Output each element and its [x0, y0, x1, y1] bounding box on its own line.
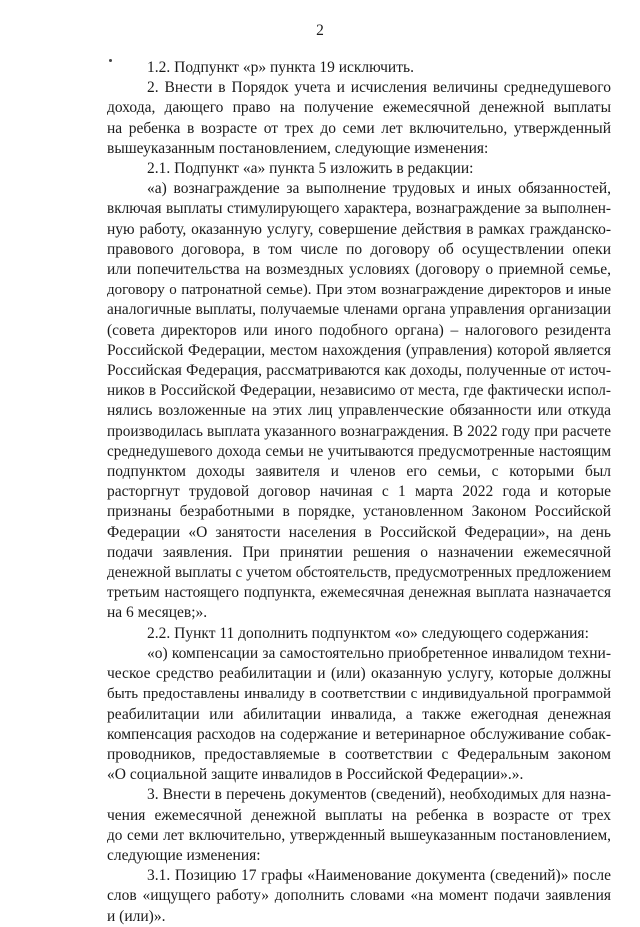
- paragraph-line: на ребенка в возрасте от трех до семи лет включительно, утвержденный: [107, 119, 611, 137]
- paragraph-line: 1.2. Подпункт «р» пункта 19 исключить.: [147, 59, 414, 76]
- paragraph-line: подачи заявления. При принятии решения о назначении ежемесячной: [107, 543, 611, 561]
- paragraph-line: Федерации «О занятости населения в Российской Федерации», на день: [107, 523, 611, 541]
- paragraph-line: ческое средство реабилитации и (или) оказанную услугу, которые должны: [107, 665, 611, 683]
- paragraph-line: ную работу, оказанную услугу, совершение действия в рамках гражданско-: [107, 220, 611, 238]
- paragraph-line: третьим настоящего подпункта, ежемесячная денежная выплата назначается: [107, 584, 611, 602]
- paragraph-line: 2. Внести в Порядок учета и исчисления величины среднедушевого: [147, 79, 611, 97]
- paragraph-line: (совета директоров или иного подобного органа) – налогового резидента: [107, 321, 611, 339]
- paragraph-line: договору о патронатной семье). При этом вознаграждение директоров и иные: [107, 282, 611, 299]
- paragraph-line: реабилитации или абилитации инвалида, а также ежегодная денежная: [107, 705, 611, 723]
- paragraph-line: Российской Федерации, местом нахождения (управления) которой является: [107, 341, 611, 359]
- paragraph-line: или попечительства на возмездных условиях (договору о приемной семье,: [107, 261, 611, 279]
- paragraph-line: правового договора, в том числе по договору об осуществлении опеки: [107, 240, 611, 258]
- paragraph-line: аналогичные выплаты, получаемые членами органа управления организации: [107, 301, 611, 319]
- paragraph-line: 2.1. Подпункт «а» пункта 5 изложить в редакции:: [147, 160, 474, 178]
- paragraph-line: быть предоставлены инвалиду в соответствии с индивидуальной программой: [107, 686, 611, 703]
- paragraph-line: проводников, предоставляемые в соответствии с Федеральным законом: [107, 745, 611, 763]
- paragraph-line: Российская Федерация, рассматриваются как доходы, полученные от источ-: [107, 362, 611, 380]
- paragraph-line: «О социальной защите инвалидов в Российской Федерации».».: [107, 766, 524, 784]
- page-number: 2: [316, 22, 324, 39]
- paragraph-line: компенсация расходов на содержание и ветеринарное обслуживание собак-: [107, 725, 611, 743]
- paragraph-line: и (или)».: [107, 907, 166, 925]
- paragraph-line: денежной выплаты с учетом обстоятельств, предусмотренных предложением: [107, 564, 611, 582]
- paragraph-line: ников в Российской Федерации, независимо от места, где фактически испол-: [107, 382, 611, 400]
- paragraph-line: 3. Внести в перечень документов (сведений), необходимых для назна-: [147, 786, 611, 804]
- paragraph-line: чения ежемесячной денежной выплаты на ребенка в возрасте от трех: [107, 806, 611, 824]
- paragraph-line: до семи лет включительно, утвержденный вышеуказанным постановлением,: [107, 826, 611, 844]
- paragraph-line: на 6 месяцев;».: [107, 604, 208, 622]
- paragraph-line: «а) вознаграждение за выполнение трудовых и иных обязанностей,: [147, 180, 611, 198]
- paragraph-line: следующие изменения:: [107, 846, 261, 864]
- paragraph-line: нялись возложенные на этих лиц управленческие обязанности или откуда: [107, 402, 611, 420]
- document-body: [107, 58, 611, 927]
- paragraph-line: вышеуказанным постановлением, следующие изменения:: [107, 139, 489, 157]
- paragraph-line: слов «ищущего работу» дополнить словами «на момент подачи заявления: [107, 887, 611, 905]
- paragraph-line: дохода, дающего право на получение ежемесячной денежной выплаты: [107, 99, 611, 117]
- paragraph-line: 2.2. Пункт 11 дополнить подпунктом «о» следующего содержания:: [147, 624, 589, 642]
- paragraph-line: признаны безработными в порядке, установленном Законом Российской: [107, 503, 611, 521]
- paragraph-line: 3.1. Позицию 17 графы «Наименование документа (сведений)» после: [147, 867, 611, 885]
- paragraph-line: среднедушевого дохода семьи не учитываются предусмотренные настоящим: [107, 442, 611, 460]
- paragraph-line: подпунктом доходы заявителя и членов его семьи, с которыми был: [107, 463, 611, 481]
- paragraph-line: «о) компенсации за самостоятельно приобретенное инвалидом техни-: [147, 644, 611, 662]
- paragraph-line: производилась выплата указанного вознаграждения. В 2022 году при расчете: [107, 422, 611, 440]
- paragraph-line: включая выплаты стимулирующего характера, вознаграждение за выполнен-: [107, 200, 611, 218]
- paragraph-line: расторгнут трудовой договор начиная с 1 марта 2022 года и которые: [107, 483, 611, 501]
